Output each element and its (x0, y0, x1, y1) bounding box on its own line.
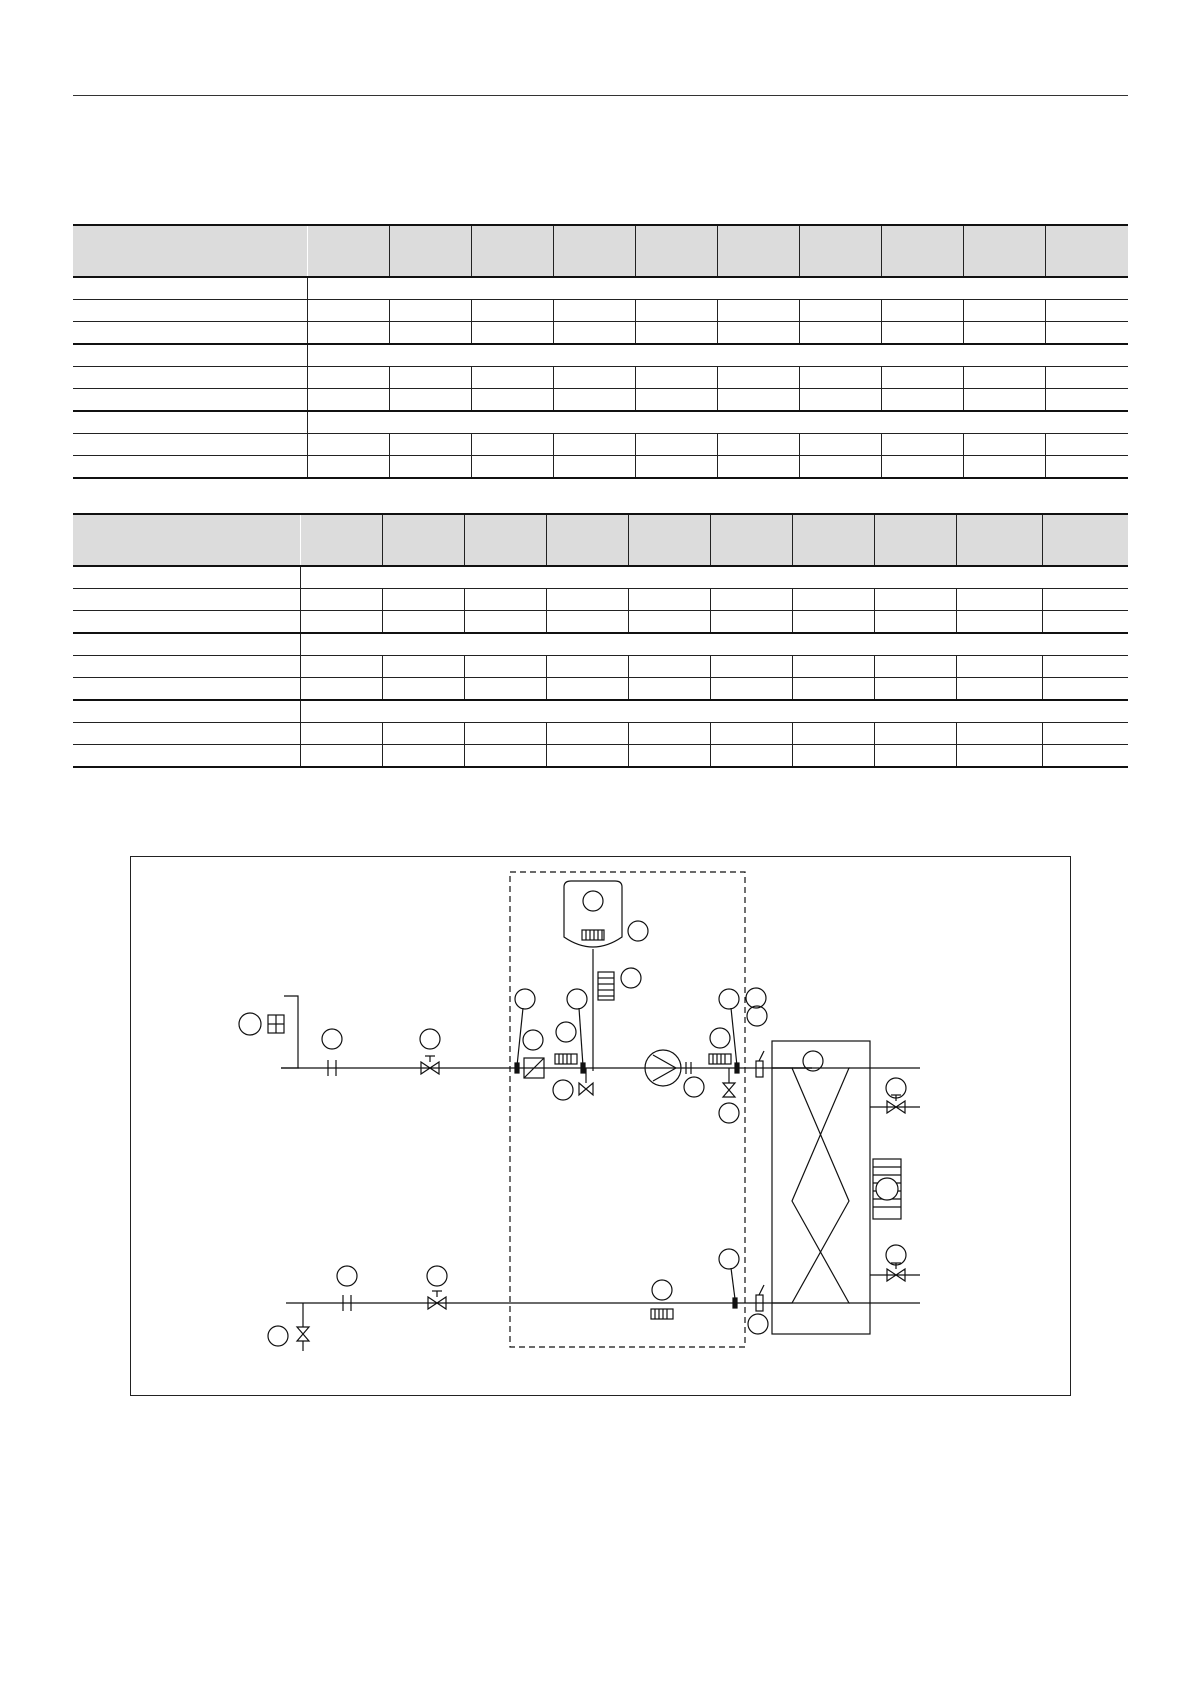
callout-circle (553, 1080, 573, 1100)
table-row (73, 434, 1128, 456)
header-rule (73, 95, 1128, 96)
table-row (73, 723, 1128, 745)
table-group-row (73, 277, 1128, 300)
table-row (73, 389, 1128, 412)
data-table-1 (73, 224, 1128, 479)
callout-circle (523, 1030, 543, 1050)
callout-circle (876, 1178, 898, 1200)
callout-circle (628, 921, 648, 941)
table-group-row (73, 566, 1128, 589)
callout-circle (556, 1022, 576, 1042)
table-row (73, 300, 1128, 322)
table-group-row (73, 411, 1128, 434)
callout-circle (567, 989, 587, 1009)
table-group-row (73, 344, 1128, 367)
table-row (73, 589, 1128, 611)
callout-circle (684, 1077, 704, 1097)
gauge-symbol (582, 930, 604, 940)
callout-circle (621, 968, 641, 988)
callout-circle (710, 1028, 730, 1048)
callout-circle (239, 1013, 261, 1035)
drain-valve-symbol (297, 1327, 309, 1341)
table-row (73, 456, 1128, 479)
table-row (73, 611, 1128, 634)
hydraulic-diagram-frame (130, 856, 1071, 1396)
callout-circle (420, 1029, 440, 1049)
table-row (73, 322, 1128, 345)
table-row (73, 367, 1128, 389)
hydraulic-schematic (131, 857, 1072, 1397)
table-group-row (73, 633, 1128, 656)
heat-exchanger (772, 1041, 870, 1334)
flow-switch-symbol (756, 1061, 763, 1077)
gauge-symbol (709, 1054, 731, 1064)
callout-circle (747, 1006, 767, 1026)
table-row (73, 678, 1128, 701)
callout-circle (719, 1103, 739, 1123)
gauge-symbol (651, 1309, 673, 1319)
table-row (73, 656, 1128, 678)
callout-circle (719, 989, 739, 1009)
callout-circle (427, 1266, 447, 1286)
callout-circle (886, 1245, 906, 1265)
gauge-symbol (555, 1054, 577, 1064)
callout-circle (719, 1249, 739, 1269)
drain-valve-symbol (723, 1083, 735, 1097)
table-row (73, 745, 1128, 768)
module-boundary (510, 872, 745, 1347)
callout-circle (652, 1280, 672, 1300)
callout-circle (746, 988, 766, 1008)
callout-circle (268, 1326, 288, 1346)
callout-circle (583, 891, 603, 911)
callout-circle (337, 1266, 357, 1286)
callout-circle (322, 1029, 342, 1049)
table-group-row (73, 700, 1128, 723)
relief-valve-symbol (579, 1083, 593, 1095)
table-header-row (73, 514, 1128, 566)
data-table-2 (73, 513, 1128, 768)
table-header-row (73, 225, 1128, 277)
callout-circle (515, 989, 535, 1009)
callout-circle (748, 1314, 768, 1334)
